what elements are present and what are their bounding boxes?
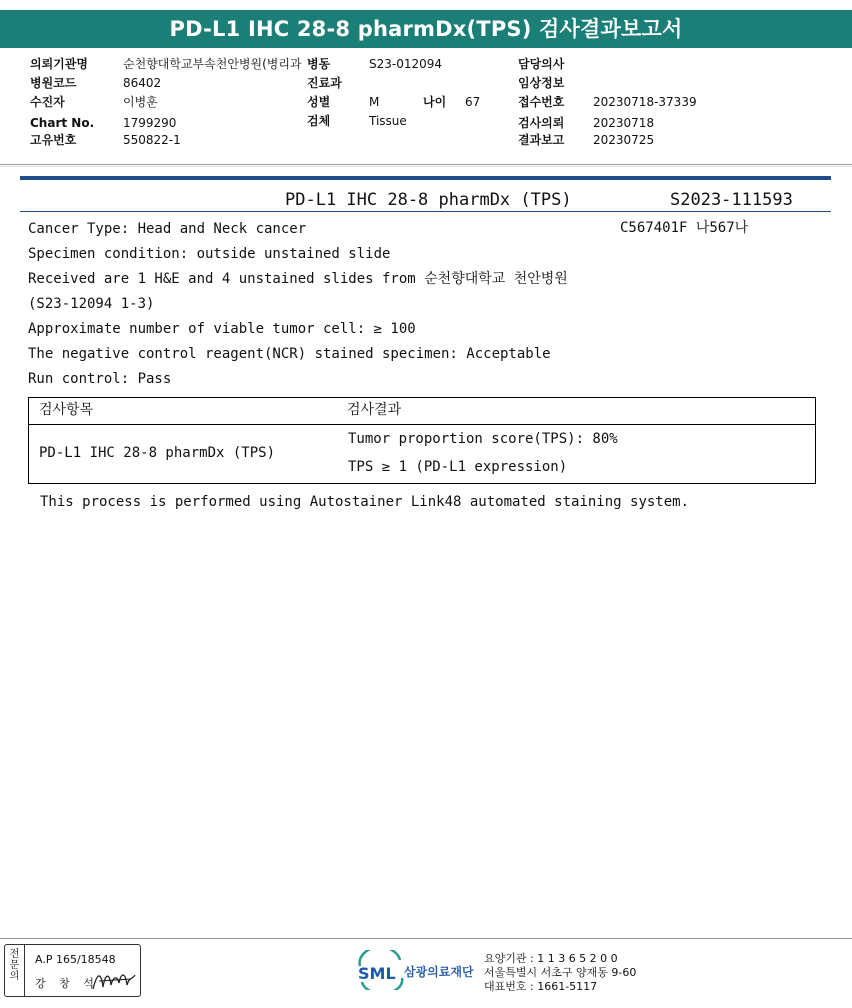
pathologist-license: A.P 165/18548 [35,953,116,966]
header-divider-shadow [0,166,852,167]
sex-label: 성별 [307,95,331,109]
clinical-info-label: 임상정보 [518,76,565,90]
col-header-item: 검사항목 [39,402,94,418]
specimen-value: Tissue [369,114,407,128]
hospital-code-value: 86402 [123,76,162,90]
signature-scribble [91,967,137,993]
lab-phone: 대표번호 : 1661-5117 [484,980,598,993]
request-date-value: 20230718 [593,116,655,130]
report-date-value: 20230725 [593,133,655,147]
institution-label: 의뢰기관명 [30,57,88,71]
pathologist-signature-box [4,944,141,997]
doctor-label: 담당의사 [518,57,565,71]
receipt-no-value: 20230718-37339 [593,95,697,109]
pathologist-name: 강 창 석 [35,977,99,990]
patient-value: 이병훈 [123,95,158,109]
result-table [28,397,816,484]
agency-number: 요양기관 : 1 1 3 6 5 2 0 0 [484,952,618,965]
logo-name: 삼광의료재단 [404,965,474,979]
unique-no-label: 고유번호 [30,133,77,147]
report-top-rule [20,176,831,180]
result-tps-score: Tumor proportion score(TPS): 80% [348,431,618,447]
age-value: 67 [465,95,481,109]
sample-code: C567401F 나567나 [620,220,749,236]
specimen-condition-line: Specimen condition: outside unstained slide [28,246,391,262]
report-title: PD-L1 IHC 28-8 pharmDx(TPS) 검사결과보고서 [0,10,852,48]
received-slides-line: Received are 1 H&E and 4 unstained slides from 순천향대학교 천안병원 [28,271,568,287]
slide-id-line: (S23-12094 1-3) [28,296,155,312]
specialist-label [5,945,25,996]
chart-no-value: 1799290 [123,116,177,130]
ward-label: 병동 [307,57,331,71]
patient-label: 수진자 [30,95,65,109]
ward-value: S23-012094 [369,57,443,71]
tumor-cell-line: Approximate number of viable tumor cell: ≥ 100 [28,321,416,337]
header-divider [0,164,852,165]
report-date-label: 결과보고 [518,133,565,147]
unique-no-value: 550822-1 [123,133,181,147]
institution-value: 순천향대학교부속천안병원(병리과 [123,57,302,71]
lab-address: 서울특별시 서초구 양재동 9-60 [484,966,637,979]
sex-value: M [369,95,380,109]
result-table-header [29,398,815,425]
receipt-no-label: 접수번호 [518,95,565,109]
report-number: S2023-111593 [670,190,793,210]
footer-divider [0,938,852,939]
hospital-code-label: 병원코드 [30,76,77,90]
col-header-result: 검사결과 [347,402,402,418]
department-label: 진료과 [307,76,342,90]
test-name-heading: PD-L1 IHC 28-8 pharmDx (TPS) [285,190,572,210]
request-date-label: 검사의뢰 [518,116,565,130]
result-tps-expression: TPS ≥ 1 (PD-L1 expression) [348,459,568,475]
result-item: PD-L1 IHC 28-8 pharmDx (TPS) [39,445,276,461]
chart-no-label: Chart No. [30,116,95,130]
report-title-rule [20,211,831,212]
method-note: This process is performed using Autostainer Link48 automated staining system. [40,494,690,510]
logo-mark: SML [358,964,396,983]
run-control-line: Run control: Pass [28,371,172,387]
age-label: 나이 [423,95,447,109]
specimen-label: 검체 [307,114,331,128]
negative-control-line: The negative control reagent(NCR) stained specimen: Acceptable [28,346,551,362]
cancer-type-line: Cancer Type: Head and Neck cancer [28,221,307,237]
specialist-label-text: 전 문 의 [9,949,20,982]
